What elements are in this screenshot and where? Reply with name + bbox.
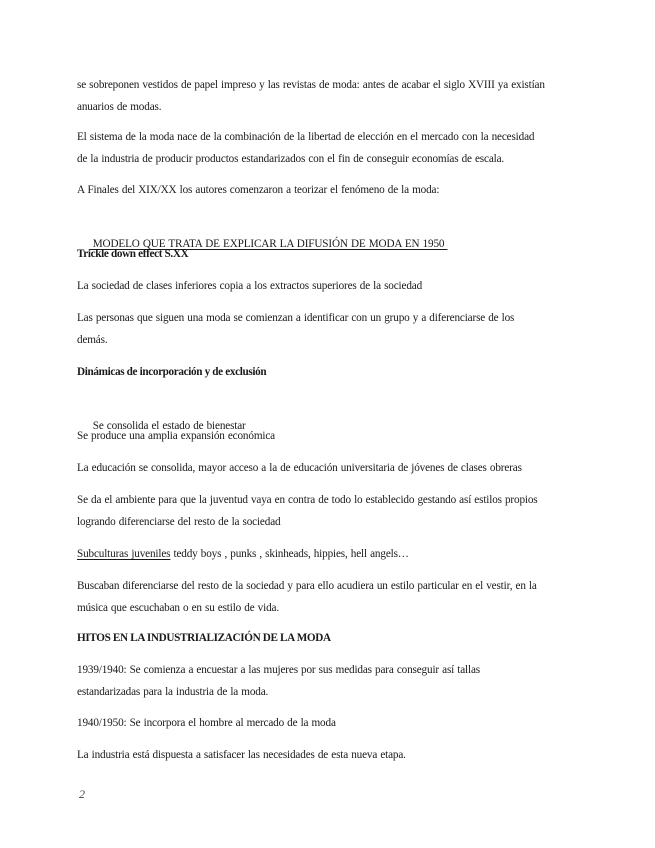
text-line: demás. bbox=[77, 334, 108, 346]
text-line: Se produce una amplia expansión económica bbox=[77, 430, 275, 442]
heading-dynamics bbox=[77, 361, 597, 383]
paragraph-1939-1940 bbox=[77, 659, 597, 703]
paragraph-identify-group bbox=[77, 307, 597, 351]
text-line: Se da el ambiente para que la juventud vaya en contra de todo lo establecido gestando así estilos propios bbox=[77, 494, 538, 506]
heading-milestones bbox=[77, 627, 597, 649]
text-line: de la industria de producir productos estandarizados con el fin de conseguir economías de escala. bbox=[77, 153, 505, 165]
subcultures-list: teddy boys , punks , skinheads, hippies, hell angels… bbox=[170, 548, 409, 560]
paragraph-fashion-system bbox=[77, 126, 597, 170]
text-line: estandarizadas para la industria de la moda. bbox=[77, 686, 269, 698]
text-line: A Finales del XIX/XX los autores comenzaron a teorizar el fenómeno de la moda: bbox=[77, 184, 440, 196]
text-line: Trickle down effect S.XX bbox=[77, 248, 189, 260]
paragraph-industry-ready bbox=[77, 744, 597, 766]
text-line: 1939/1940: Se comienza a encuestar a las mujeres por sus medidas para conseguir así tallas bbox=[77, 664, 480, 676]
text-line: HITOS EN LA INDUSTRIALIZACIÓN DE LA MODA bbox=[77, 632, 331, 644]
paragraph-differentiate bbox=[77, 575, 597, 619]
subcultures-label: Subculturas juveniles bbox=[77, 548, 171, 560]
text-line: música que escuchaban o en su estilo de vida. bbox=[77, 602, 279, 614]
page-number: 2 bbox=[79, 787, 85, 801]
paragraph-authors-theorize bbox=[77, 179, 597, 201]
text-line: La educación se consolida, mayor acceso a la de educación universitaria de jóvenes de clases obreras bbox=[77, 462, 522, 474]
paragraph-lower-classes bbox=[77, 275, 597, 297]
text-line: MODELO QUE TRATA DE EXPLICAR LA DIFUSIÓN DE MODA EN 1950 bbox=[89, 238, 448, 250]
heading-trickle-down bbox=[77, 243, 597, 265]
paragraph-paper-dresses bbox=[77, 74, 597, 118]
paragraph-economic-expansion bbox=[77, 425, 597, 447]
text-line: El sistema de la moda nace de la combinación de la libertad de elección en el mercado con la necesidad bbox=[77, 131, 535, 143]
text-line: Buscaban diferenciarse del resto de la sociedad y para ello acudiera un estilo particular en el vestir, en la bbox=[77, 580, 537, 592]
paragraph-youth-styles bbox=[77, 489, 597, 533]
text-line: anuarios de modas. bbox=[77, 101, 162, 113]
text-line: La industria está dispuesta a satisfacer las necesidades de esta nueva etapa. bbox=[77, 749, 406, 761]
paragraph-1940-1950 bbox=[77, 712, 597, 734]
paragraph-subcultures bbox=[77, 543, 597, 565]
text-line: Dinámicas de incorporación y de exclusión bbox=[77, 366, 267, 378]
text-line: Se consolida el estado de bienestar bbox=[89, 420, 246, 432]
text-line: se sobreponen vestidos de papel impreso y las revistas de moda: antes de acabar el siglo XVIII ya existían bbox=[77, 79, 545, 91]
text-line: La sociedad de clases inferiores copia a los extractos superiores de la sociedad bbox=[77, 280, 423, 292]
text-line: 1940/1950: Se incorpora el hombre al mercado de la moda bbox=[77, 717, 336, 729]
paragraph-education bbox=[77, 457, 597, 479]
text-line: Las personas que siguen una moda se comienzan a identificar con un grupo y a diferenciarse de los bbox=[77, 312, 515, 324]
text-line: logrando diferenciarse del resto de la sociedad bbox=[77, 516, 281, 528]
